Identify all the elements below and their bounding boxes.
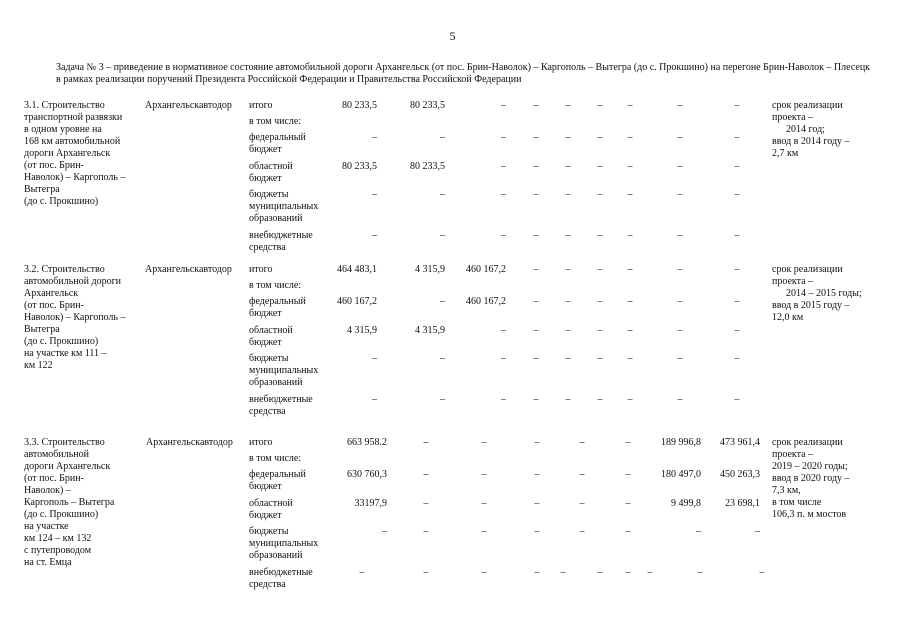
value-cell: – <box>579 498 585 509</box>
value-cell: – <box>481 498 487 509</box>
value-cell: – <box>534 498 540 509</box>
value-cell: – <box>734 100 740 111</box>
value-cell: – <box>372 394 377 405</box>
value-cell: – <box>565 230 571 241</box>
value-cell: – <box>579 437 585 448</box>
value-cell: – <box>565 353 571 364</box>
value-cell: – <box>677 296 683 307</box>
section-title-line: Наволок) – Каргополь – <box>24 312 126 323</box>
project-note-line: 106,3 п. м мостов <box>772 509 847 520</box>
value-cell: – <box>759 567 765 578</box>
agency-name: Архангельскавтодор <box>145 264 232 275</box>
value-cell: – <box>734 325 740 336</box>
value-cell: – <box>565 325 571 336</box>
project-note-line: 2014 год; <box>786 124 825 135</box>
section-title <box>24 100 125 208</box>
value-cell: – <box>579 526 585 537</box>
budget-source-label: бюджеты муниципальных образований <box>249 353 319 388</box>
value-cell: – <box>533 132 539 143</box>
budget-source-label: областной бюджет <box>249 325 293 348</box>
section-title-line: (от пос. Брин- <box>24 473 84 484</box>
page-number: 5 <box>449 29 456 43</box>
section-title <box>24 264 125 372</box>
value-cell: 180 497,0 <box>661 469 701 480</box>
value-cell: – <box>677 161 683 172</box>
value-cell: – <box>627 394 633 405</box>
value-cell: – <box>625 437 631 448</box>
value-cell: – <box>597 394 603 405</box>
value-cell: 33197,9 <box>354 498 387 509</box>
value-cell: – <box>647 567 653 578</box>
section-title-line: 3.1. Строительство <box>24 100 105 111</box>
value-cell: – <box>734 394 740 405</box>
value-cell: – <box>534 469 540 480</box>
value-cell: – <box>533 100 539 111</box>
value-cell: – <box>734 189 740 200</box>
agency-name: Архангельскавтодор <box>145 100 232 111</box>
budget-source-label: итого <box>249 437 273 448</box>
project-note-line: проекта – <box>772 449 814 460</box>
section-title-line: дороги Архангельск <box>24 461 111 472</box>
value-cell: – <box>440 132 445 143</box>
project-note-line: 7,3 км, <box>772 485 801 496</box>
project-note-line: 12,0 км <box>772 312 804 323</box>
value-cell: – <box>625 469 631 480</box>
section-title-line: в одном уровне на <box>24 124 102 135</box>
value-cell: 189 996,8 <box>661 437 701 448</box>
value-cell: – <box>501 394 506 405</box>
value-cell: – <box>359 567 365 578</box>
value-cell: – <box>627 353 633 364</box>
section-title-line: транспортной развязки <box>24 112 123 123</box>
value-cell: – <box>501 100 506 111</box>
value-cell: – <box>597 161 603 172</box>
section-title <box>24 437 114 569</box>
value-cell: 460 167,2 <box>466 296 506 307</box>
value-cell: – <box>501 353 506 364</box>
value-cell: 473 961,4 <box>720 437 760 448</box>
budget-source-label: внебюджетные средства <box>249 567 313 590</box>
value-cell: – <box>534 437 540 448</box>
value-cell: – <box>565 189 571 200</box>
value-cell: – <box>597 325 603 336</box>
value-cell: – <box>560 567 566 578</box>
value-cell: – <box>533 353 539 364</box>
value-cell: 9 499,8 <box>671 498 701 509</box>
value-cell: – <box>627 100 633 111</box>
value-cell: – <box>440 230 445 241</box>
budget-source-label: в том числе: <box>249 116 302 127</box>
value-cell: 630 760,3 <box>347 469 387 480</box>
project-note-line: срок реализации <box>772 264 843 275</box>
value-cell: – <box>565 264 571 275</box>
budget-source-label: бюджеты муниципальных образований <box>249 526 319 561</box>
section-title-line: км 122 <box>24 360 53 371</box>
value-cell: – <box>579 469 585 480</box>
section-title-line: с путепроводом <box>24 545 92 556</box>
value-cell: – <box>627 132 633 143</box>
section-title-line: 3.3. Строительство <box>24 437 105 448</box>
task-heading: Задача № 3 – приведение в нормативное состояние автомобильной дороги Архангельск (от пос. Брин-Наволок) – Каргополь – Вытегра (до с. Прокшино) на перегоне Брин-Наволок – Плесецк в рамках реализации поручений Президента Российской Федерации и Правительства Российской Федерации <box>56 62 871 85</box>
value-cell: – <box>481 567 487 578</box>
value-cell: – <box>597 264 603 275</box>
value-cell: – <box>423 469 429 480</box>
value-cell: – <box>481 469 487 480</box>
value-cell: 450 263,3 <box>720 469 760 480</box>
value-cell: 464 483,1 <box>337 264 377 275</box>
value-cell: – <box>677 132 683 143</box>
value-cell: – <box>627 325 633 336</box>
value-cell: – <box>625 498 631 509</box>
value-cell: – <box>423 437 429 448</box>
value-cell: – <box>734 353 740 364</box>
value-cell: – <box>372 189 377 200</box>
value-cell: – <box>423 526 429 537</box>
budget-source-label: в том числе: <box>249 453 302 464</box>
project-note <box>772 100 850 160</box>
budget-source-label: федеральный бюджет <box>249 469 306 492</box>
project-note-line: 2,7 км <box>772 148 799 159</box>
section-title-line: Архангельск <box>24 288 79 299</box>
section-title-line: (до с. Прокшино) <box>24 336 99 347</box>
value-cell: – <box>372 230 377 241</box>
value-cell: 23 698,1 <box>725 498 760 509</box>
section-title-line: дороги Архангельск <box>24 148 111 159</box>
value-cell: – <box>423 498 429 509</box>
project-note-line: проекта – <box>772 276 814 287</box>
section-title-line: Наволок) – Каргополь – <box>24 172 126 183</box>
value-cell: – <box>533 230 539 241</box>
value-cell: – <box>481 526 487 537</box>
budget-source-label: областной бюджет <box>249 498 293 521</box>
budget-source-label: федеральный бюджет <box>249 296 306 319</box>
project-note <box>772 264 862 324</box>
value-cell: 4 315,9 <box>415 325 445 336</box>
budget-source-label: областной бюджет <box>249 161 293 184</box>
value-cell: – <box>440 353 445 364</box>
value-cell: – <box>755 526 760 537</box>
section-title-line: (до с. Прокшино) <box>24 196 99 207</box>
agency-name: Архангельскавтодор <box>146 437 233 448</box>
budget-source-label: итого <box>249 264 273 275</box>
section-title-line: Каргополь – Вытегра <box>24 497 115 508</box>
value-cell: – <box>534 567 540 578</box>
value-cell: – <box>533 296 539 307</box>
section-title-line: 168 км автомобильной <box>24 136 121 147</box>
value-cell: – <box>533 394 539 405</box>
budget-source-label: бюджеты муниципальных образований <box>249 189 319 224</box>
section-title-line: Вытегра <box>24 324 60 335</box>
value-cell: – <box>677 394 683 405</box>
value-cell: 80 233,5 <box>410 161 445 172</box>
value-cell: – <box>734 264 740 275</box>
value-cell: 663 958.2 <box>347 437 387 448</box>
value-cell: – <box>565 296 571 307</box>
value-cell: – <box>533 325 539 336</box>
project-note-line: срок реализации <box>772 100 843 111</box>
value-cell: 460 167,2 <box>337 296 377 307</box>
section-title-line: на участке км 111 – <box>24 348 107 359</box>
section-title-line: автомобильной дороги <box>24 276 122 287</box>
value-cell: – <box>734 161 740 172</box>
value-cell: – <box>697 567 703 578</box>
value-cell: – <box>565 100 571 111</box>
value-cell: – <box>501 132 506 143</box>
value-cell: – <box>440 394 445 405</box>
value-cell: – <box>382 526 387 537</box>
value-cell: – <box>625 567 631 578</box>
value-cell: 4 315,9 <box>347 325 377 336</box>
value-cell: – <box>597 132 603 143</box>
value-cell: 80 233,5 <box>410 100 445 111</box>
project-note-line: ввод в 2020 году – <box>772 473 850 484</box>
value-cell: – <box>533 189 539 200</box>
project-note-line: ввод в 2015 году – <box>772 300 850 311</box>
section-title-line: км 124 – км 132 <box>24 533 92 544</box>
value-cell: – <box>533 264 539 275</box>
section-title-line: (от пос. Брин- <box>24 160 84 171</box>
value-cell: – <box>677 100 683 111</box>
value-cell: – <box>627 296 633 307</box>
value-cell: – <box>627 189 633 200</box>
value-cell: – <box>597 296 603 307</box>
value-cell: – <box>372 132 377 143</box>
value-cell: – <box>440 189 445 200</box>
value-cell: – <box>501 230 506 241</box>
value-cell: – <box>534 526 540 537</box>
value-cell: 460 167,2 <box>466 264 506 275</box>
value-cell: – <box>677 264 683 275</box>
budget-source-label: внебюджетные средства <box>249 230 313 253</box>
value-cell: – <box>734 132 740 143</box>
value-cell: 4 315,9 <box>415 264 445 275</box>
project-note-line: проекта – <box>772 112 814 123</box>
section-title-line: автомобильной <box>24 449 89 460</box>
value-cell: – <box>440 296 445 307</box>
value-cell: – <box>677 230 683 241</box>
value-cell: – <box>677 325 683 336</box>
value-cell: – <box>627 161 633 172</box>
value-cell: – <box>501 325 506 336</box>
value-cell: – <box>533 161 539 172</box>
budget-source-label: итого <box>249 100 273 111</box>
value-cell: – <box>597 189 603 200</box>
value-cell: – <box>597 230 603 241</box>
value-cell: – <box>565 161 571 172</box>
value-cell: – <box>565 394 571 405</box>
value-cell: – <box>423 567 429 578</box>
value-cell: – <box>597 100 603 111</box>
section-title-line: Вытегра <box>24 184 60 195</box>
value-cell: – <box>734 230 740 241</box>
value-cell: – <box>597 353 603 364</box>
section-title-line: Наволок) – <box>24 485 71 496</box>
value-cell: – <box>627 264 633 275</box>
section-title-line: (до с. Прокшино) <box>24 509 99 520</box>
section-title-line: на участке <box>24 521 69 532</box>
project-note-line: 2014 – 2015 годы; <box>786 288 862 299</box>
value-cell: – <box>372 353 377 364</box>
value-cell: – <box>501 189 506 200</box>
project-note <box>772 437 850 521</box>
section-title-line: (от пос. Брин- <box>24 300 84 311</box>
section-title-line: на ст. Емца <box>24 557 72 568</box>
value-cell: – <box>677 189 683 200</box>
value-cell: – <box>627 230 633 241</box>
budget-source-label: внебюджетные средства <box>249 394 313 417</box>
value-cell: – <box>481 437 487 448</box>
value-cell: – <box>597 567 603 578</box>
project-note-line: срок реализации <box>772 437 843 448</box>
value-cell: – <box>696 526 701 537</box>
value-cell: – <box>501 161 506 172</box>
value-cell: – <box>625 526 631 537</box>
value-cell: 80 233,5 <box>342 100 377 111</box>
budget-source-label: в том числе: <box>249 280 302 291</box>
budget-source-label: федеральный бюджет <box>249 132 306 155</box>
project-note-line: ввод в 2014 году – <box>772 136 850 147</box>
value-cell: – <box>565 132 571 143</box>
project-note-line: в том числе <box>772 497 822 508</box>
value-cell: 80 233,5 <box>342 161 377 172</box>
value-cell: – <box>734 296 740 307</box>
section-title-line: 3.2. Строительство <box>24 264 105 275</box>
value-cell: – <box>677 353 683 364</box>
project-note-line: 2019 – 2020 годы; <box>772 461 848 472</box>
